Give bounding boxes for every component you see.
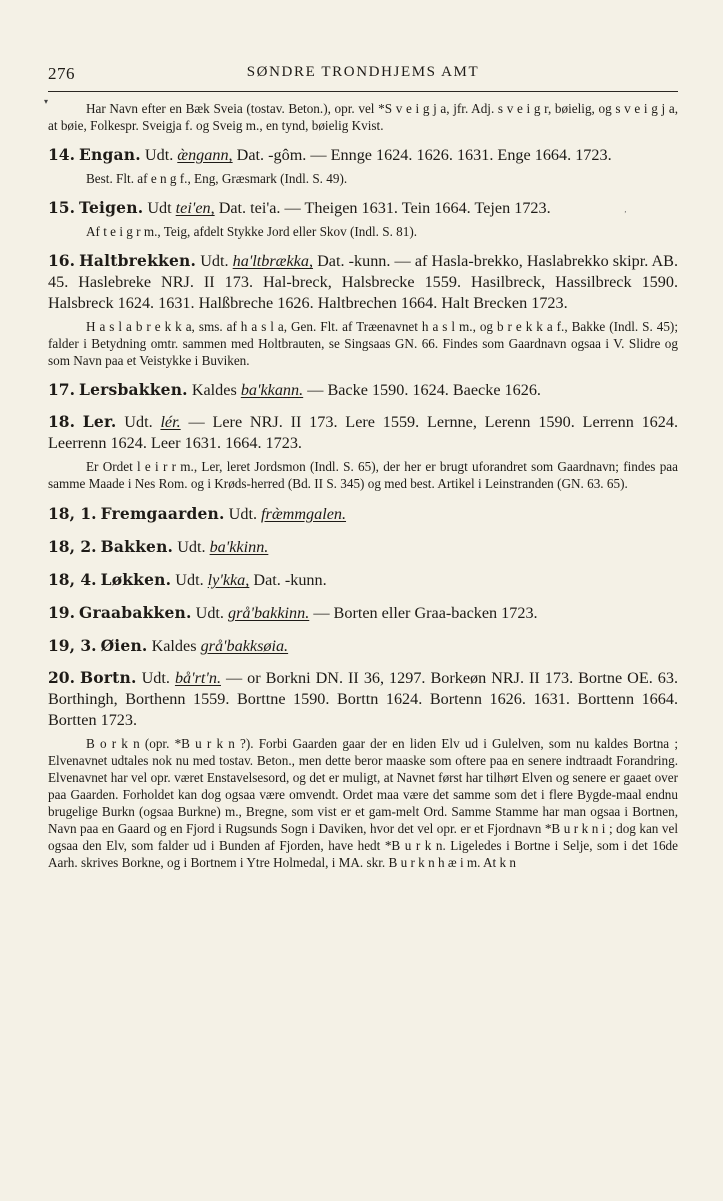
entry-number: 18, 1. xyxy=(48,504,97,523)
entry-note: H a s l a b r e k k a, sms. af h a s l a, Gen. Flt. af Træenavnet h a s l m., og b r e k k a f., Bakke (Indl. S. 45); falder i Betydning omtr. sammen med Holtbrauten, se Singsaas GN. 66. Findes som Gaardnavn ogsaa i V. Slidre og som Navn paa et Veistykke i Buviken. xyxy=(48,319,678,368)
entry-20 xyxy=(48,667,678,731)
entry-pre: Kaldes xyxy=(151,637,197,655)
entry-pronunciation: grå'bakksøia. xyxy=(200,637,289,655)
entry-pre: Udt. xyxy=(124,413,153,431)
entry-name: Graabakken. xyxy=(79,603,192,622)
entry-pronunciation: ba'kkinn. xyxy=(209,538,269,556)
entry-pre: Kaldes xyxy=(191,381,237,399)
entry-name: Teigen. xyxy=(79,198,144,217)
page-body xyxy=(48,100,678,873)
entry-number: 18. xyxy=(48,412,75,431)
page-number: 276 xyxy=(48,64,75,83)
entry-name: Haltbrekken. xyxy=(79,251,197,270)
entry-18-2 xyxy=(48,536,678,558)
entry-name: Øien. xyxy=(100,636,148,655)
print-mark: ‚ xyxy=(624,205,627,214)
entry-name: Løkken. xyxy=(100,570,172,589)
entry-number: 19, 3. xyxy=(48,636,97,655)
entry-pronunciation: grå'bakkinn. xyxy=(228,604,310,622)
entry-18 xyxy=(48,411,678,454)
running-title: SØNDRE TRONDHJEMS AMT xyxy=(246,64,480,80)
entry-forms: — Borten eller Graa-backen 1723. xyxy=(313,604,538,622)
entry-number: 18, 4. xyxy=(48,570,97,589)
entry-pre: Udt. xyxy=(177,538,206,556)
entry-number: 14. xyxy=(48,145,75,164)
entry-name: Lersbakken. xyxy=(79,380,188,399)
entry-number: 19. xyxy=(48,603,75,622)
entry-number: 15. xyxy=(48,198,75,217)
entry-pre: Udt. xyxy=(195,604,224,622)
entry-forms: — Backe 1590. 1624. Baecke 1626. xyxy=(307,381,541,399)
entry-pre: Udt. xyxy=(175,571,204,589)
entry-forms: — Lere NRJ. II 173. Lere 1559. Lernne, Lerenn 1590. Lerrenn 1624. Leerrenn 1624. Leer 1631. 1664. 1723. xyxy=(48,413,679,452)
entry-name: Fremgaarden. xyxy=(100,504,225,523)
entry-pre: Udt xyxy=(147,199,172,217)
entry-17 xyxy=(48,379,678,401)
entry-19 xyxy=(48,602,678,624)
print-mark: ▾ xyxy=(44,97,49,106)
entry-forms: Dat. -kunn. xyxy=(253,571,327,589)
entry-note: Har Navn efter en Bæk Sveia (tostav. Beton.), opr. vel *S v e i g j a, jfr. Adj. s v e i g r, bøielig, og s v e i g j a, at bøie, Folkespr. Sveigja f. og Sveig m., en tynd, bøielig Kvist. xyxy=(48,101,678,133)
entry-pronunciation: fræ̀mmgalen. xyxy=(261,505,347,523)
entry-number: 20. xyxy=(48,668,75,687)
entry-pronunciation: ba'kkann. xyxy=(240,381,304,399)
entry-pre: Udt. xyxy=(200,252,229,270)
page-header xyxy=(48,64,678,88)
entry-note: Af t e i g r m., Teig, afdelt Stykke Jord eller Skov (Indl. S. 81). xyxy=(86,224,418,239)
entry-pre: Udt. xyxy=(141,669,170,687)
entry-number: 16. xyxy=(48,251,75,270)
entry-forms: — or Borkni DN. II 36, 1297. Borkeøn NRJ. II 173. Bortne OE. 63. Borthingh, Borthenn 1559. Borttne 1590. Borttn 1624. Bortenn 1626. 1631. Borttenn 1664. Bortten 1723. xyxy=(48,669,679,729)
entry-note: B o r k n (opr. *B u r k n ?). Forbi Gaarden gaar der en liden Elv ud i Gulelven, som nu kaldes Bortna ; Elvenavnet udtales nok nu med tostav. Beton., men dette beror maaske som oftere paa en senere indtraadt Forandring. Elvenavnet har vel opr. været Enstavelsesord, og det er muligt, at Navnet først har tilhørt Elven og senere er gaaet over paa Gaarden. Forholdet kan dog ogsaa være omvendt. Ordet maa være det samme som det i flere Bygde-maal endnu brugelige Burkn (ogsaa Burkne) m., Bregne, som vist er et gam-melt Ord. Samme Stamme har man ogsaa i Bortnen, Navn paa en Gaard og en Fjord i Rugsunds Sogn i Daviken, hvor det vel opr. er et Fjordnavn *B u r k n i ; dog kan vel ogsaa den Elv, som falder ud i Bunden af Fjorden, have hedt *B u r k n. Ligeledes i Bortne i Selje, som i det 16de Aarh. skrives Borkne, og i Bortnem i Ytre Holmedal, i MA. skr. B u r k n h æ i m. At k n xyxy=(48,736,678,870)
entry-forms: Dat. -kunn. — af Hasla-brekko, Haslabrekko skipr. AB. 45. Haslebreke NRJ. II 173. Hal-breck, Halsbrecke 1559. Hasilbreck, Hassilbreck 1590. Halsbreck 1624. 1631. Halßbreche 1626. Haltbrechen 1664. Halt Brecken 1723. xyxy=(48,252,679,312)
entry-number: 17. xyxy=(48,380,75,399)
entry-forms: Dat. -gôm. — Ennge 1624. 1626. 1631. Enge 1664. 1723. xyxy=(236,146,612,164)
entry-19-3 xyxy=(48,635,678,657)
entry-18-1 xyxy=(48,503,678,525)
header-rule xyxy=(48,91,678,92)
entry-pre: Udt. xyxy=(144,146,174,164)
entry-pronunciation: bå'rt'n. xyxy=(174,669,221,687)
entry-14 xyxy=(48,144,678,166)
entry-note: Er Ordet l e i r r m., Ler, leret Jordsmon (Indl. S. 65), der her er brugt uforandret som Gaardnavn; findes paa samme Maade i Nes Rom. og i Krøds-herred (Bd. II S. 345) og med best. Artikel i Leinstranden (GN. 63. 65). xyxy=(48,459,678,491)
entry-pronunciation: ly'kka, xyxy=(207,571,250,589)
entry-name: Bakken. xyxy=(100,537,174,556)
entry-name: Engan. xyxy=(79,145,141,164)
entry-pronunciation: lér. xyxy=(160,413,181,431)
entry-pre: Udt. xyxy=(228,505,257,523)
entry-18-4 xyxy=(48,569,678,591)
entry-forms: Dat. tei'a. — Theigen 1631. Tein 1664. Tejen 1723. xyxy=(218,199,551,217)
entry-number: 18, 2. xyxy=(48,537,97,556)
entry-note: Best. Flt. af e n g f., Eng, Græsmark (Indl. S. 49). xyxy=(86,171,348,186)
entry-name: Ler. xyxy=(82,412,117,431)
entry-pronunciation: tei'en, xyxy=(175,199,215,217)
entry-pronunciation: æ̀ngann, xyxy=(177,146,233,164)
entry-pronunciation: ha'ltbrækka, xyxy=(232,252,313,270)
entry-16 xyxy=(48,250,678,314)
entry-15 xyxy=(48,197,678,219)
entry-name: Bortn. xyxy=(79,668,137,687)
